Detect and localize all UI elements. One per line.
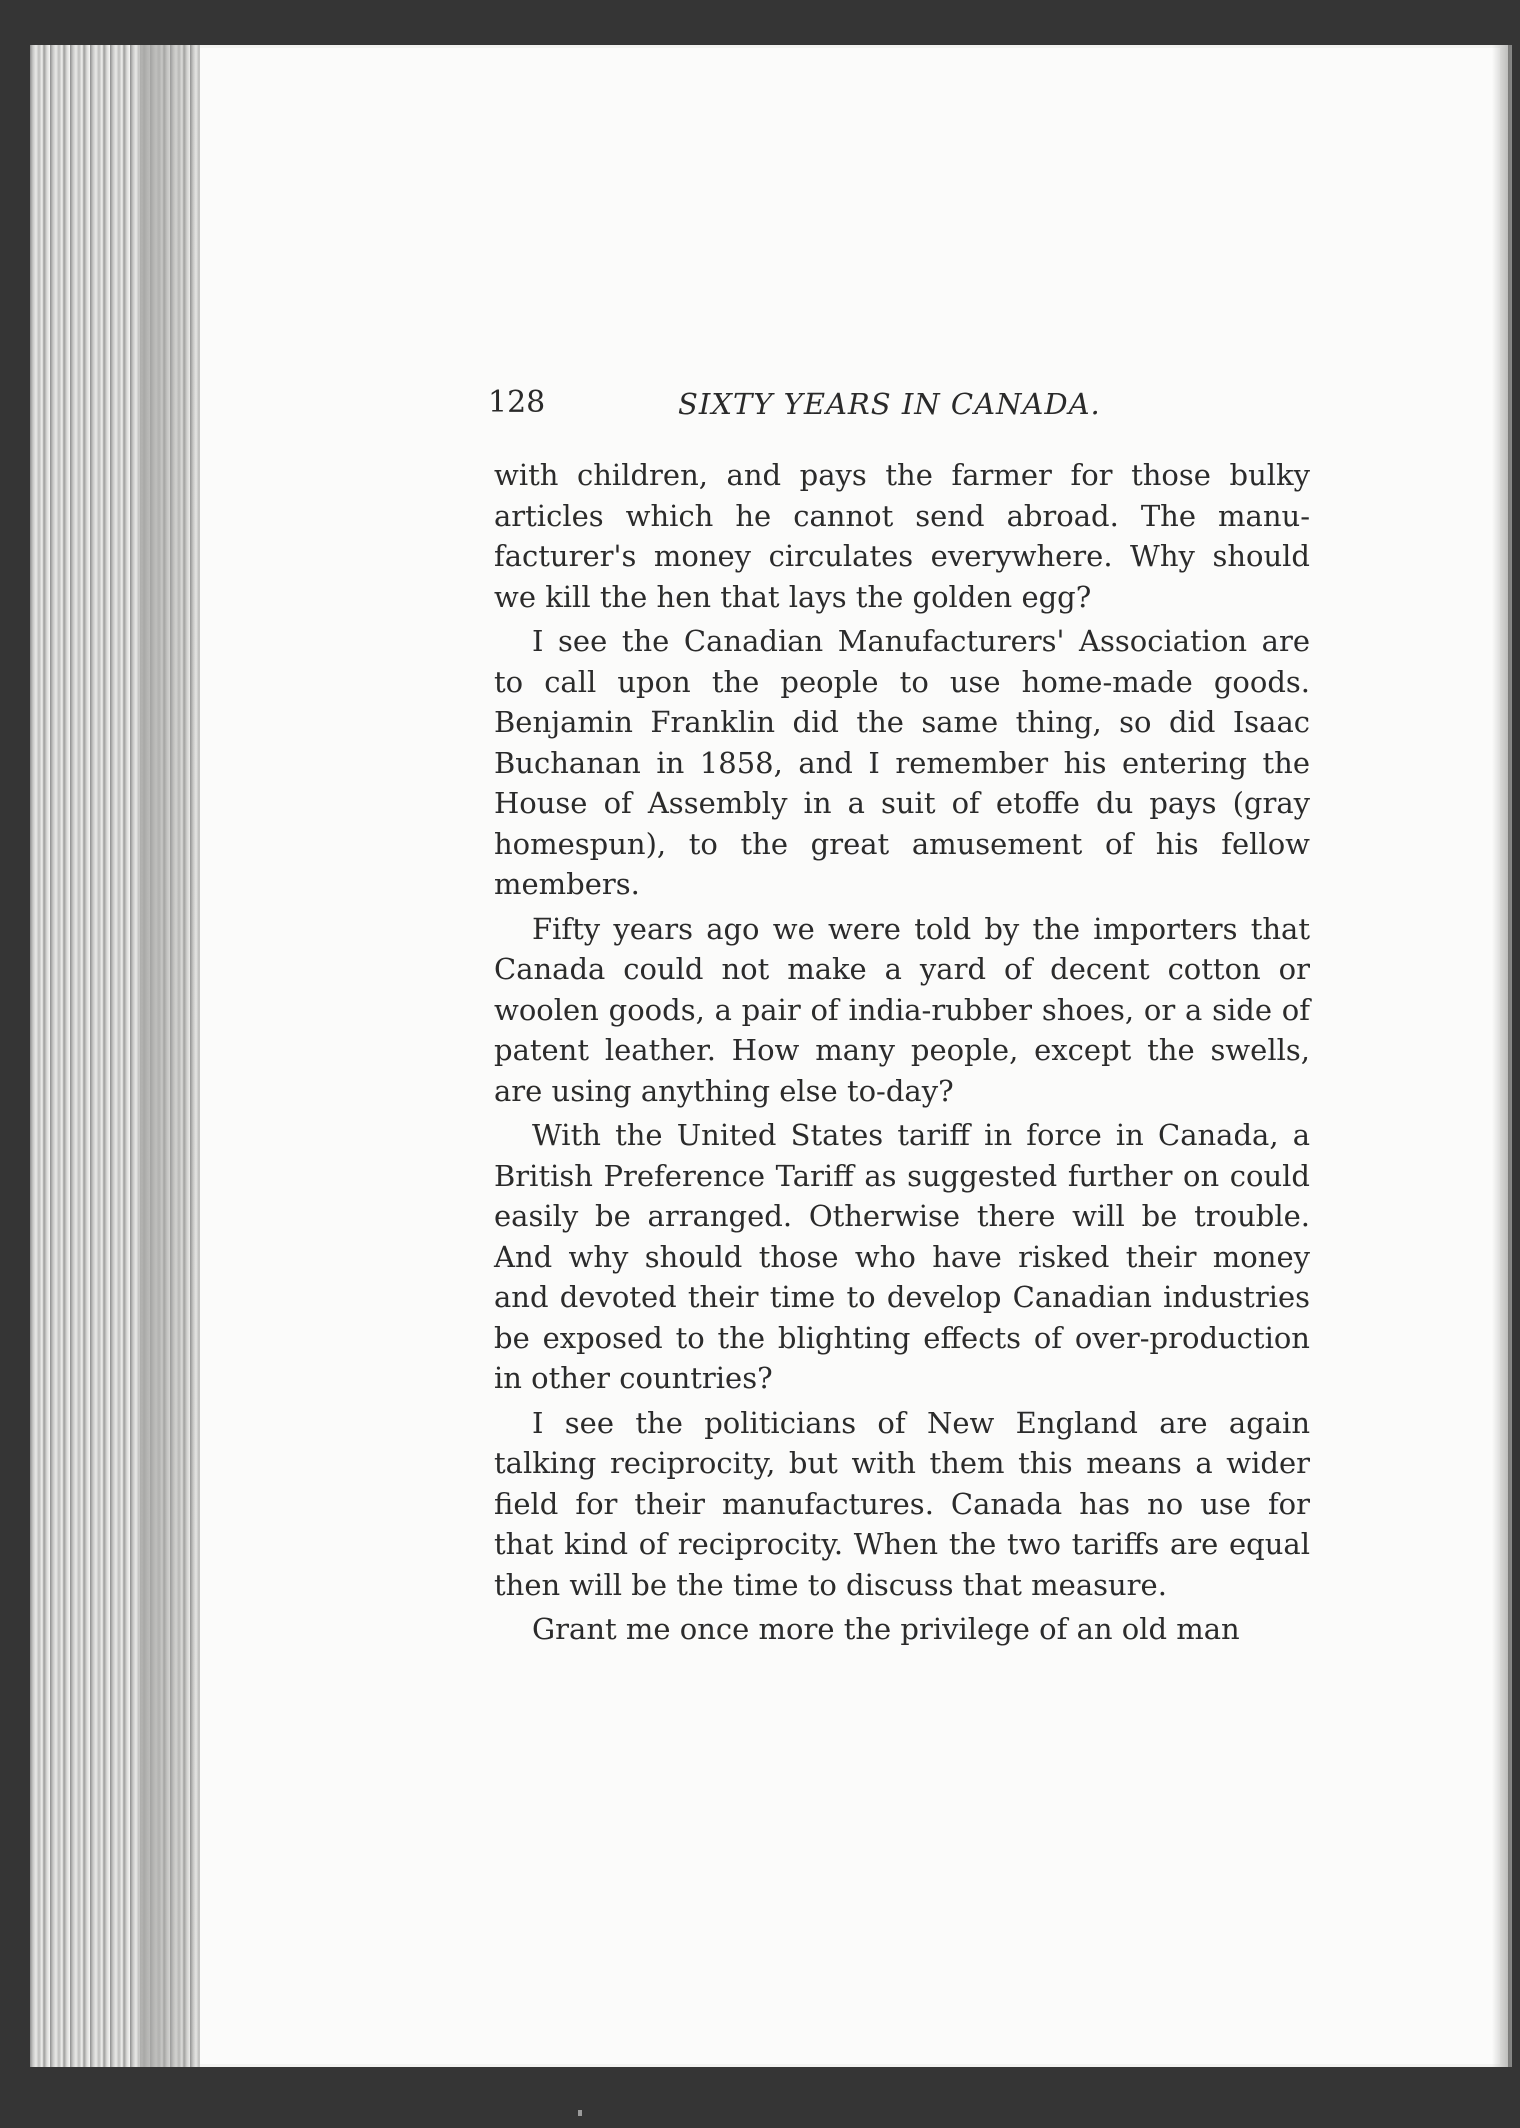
dust-speck <box>578 2110 582 2116</box>
paragraph: Fifty years ago we were told by the importers that Canada could not make a yard of decent cotton or woolen goods, a pair of india-rubber shoes, or a side of patent leather. How many people, except the swells, are using anything else to-day? <box>494 911 1310 1108</box>
paragraph: With the United States tariff in force in Canada, a British Preference Tariff as suggested further on could easily be arranged. Otherwise there will be trouble. And why should those who have risked their money and devoted their time to develop Canadian industries be exposed to the blighting effects of over-production in other countries? <box>494 1118 1310 1395</box>
paragraph: I see the Canadian Manufacturers' Association are to call upon the people to use home-made goods. Benjamin Franklin did the same thing, so did Isaac Buchanan in 1858, and I remember his entering the House of Assembly in a suit of etoffe du pays (gray homespun), to the great amusement of his fellow members. <box>494 624 1310 901</box>
page-header <box>488 385 1318 435</box>
body-text <box>494 455 1310 1654</box>
paragraph: with children, and pays the farmer for those bulky articles which he cannot send abroad. The manufacturer's money circulates everywhere. Why should we kill the hen that lays the golden egg? <box>494 458 1310 614</box>
page-number: 128 <box>488 385 546 420</box>
paragraph: Grant me once more the privilege of an old man <box>532 1612 1240 1646</box>
running-title: SIXTY YEARS IN CANADA. <box>678 387 1101 421</box>
paragraph: I see the politicians of New England are again talking reciprocity, but with them this means a wider field for their manufactures. Canada has no use for that kind of reciprocity. When the two tariffs are equal then will be the time to discuss that measure. <box>494 1405 1310 1602</box>
page-shadow <box>1492 45 1512 2067</box>
page-edges <box>30 45 200 2067</box>
